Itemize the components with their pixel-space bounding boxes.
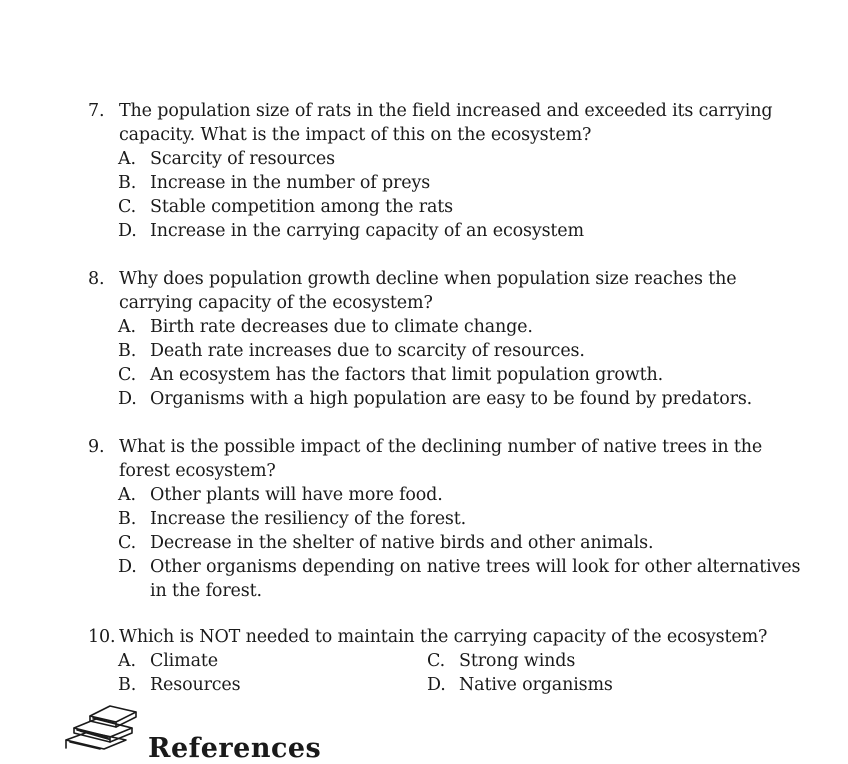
question-stem	[119, 99, 848, 147]
question-number: 7.	[88, 101, 105, 121]
options-row	[88, 673, 848, 697]
option-text: Increase in the carrying capacity of an ecosystem	[150, 221, 584, 241]
option-a[interactable]	[118, 649, 218, 673]
books-stack-icon	[60, 702, 150, 748]
option-letter: C.	[427, 651, 446, 671]
references-section	[60, 702, 360, 764]
question-9	[88, 435, 848, 603]
option-letter: A.	[118, 317, 136, 337]
option-text-continued: in the forest.	[150, 581, 262, 601]
question-stem	[119, 625, 848, 649]
option-text: Strong winds	[459, 651, 576, 671]
option-b[interactable]	[118, 339, 848, 363]
references-title: References	[148, 733, 322, 764]
option-letter: A.	[118, 149, 136, 169]
option-text: Resources	[150, 675, 241, 695]
option-text: Climate	[150, 651, 218, 671]
option-c[interactable]	[118, 363, 848, 387]
question-10	[88, 625, 848, 697]
option-d[interactable]	[427, 673, 613, 697]
question-stem-line: capacity. What is the impact of this on the ecosystem?	[119, 125, 592, 145]
option-text: Other organisms depending on native trees will look for other alternatives	[150, 557, 801, 577]
option-letter: C.	[118, 533, 137, 553]
option-letter: B.	[118, 173, 137, 193]
option-letter: D.	[118, 389, 137, 409]
question-number: 9.	[88, 437, 105, 457]
option-c[interactable]	[118, 195, 848, 219]
option-letter: C.	[118, 365, 137, 385]
question-stem-line: forest ecosystem?	[119, 461, 276, 481]
option-letter: A.	[118, 485, 136, 505]
option-b[interactable]	[118, 507, 848, 531]
question-number: 8.	[88, 269, 105, 289]
option-text: Decrease in the shelter of native birds and other animals.	[150, 533, 654, 553]
question-7	[88, 99, 848, 243]
option-text: Scarcity of resources	[150, 149, 335, 169]
option-d[interactable]	[118, 387, 848, 411]
option-text: Other plants will have more food.	[150, 485, 443, 505]
option-c[interactable]	[427, 649, 575, 673]
question-stem	[119, 267, 848, 315]
option-text: Death rate increases due to scarcity of resources.	[150, 341, 585, 361]
option-letter: A.	[118, 651, 136, 671]
option-b[interactable]	[118, 673, 240, 697]
question-stem-line: The population size of rats in the field increased and exceeded its carrying	[119, 101, 773, 121]
question-8	[88, 267, 848, 411]
option-d[interactable]	[118, 555, 848, 603]
option-b[interactable]	[118, 171, 848, 195]
option-text: Birth rate decreases due to climate change.	[150, 317, 533, 337]
option-a[interactable]	[118, 315, 848, 339]
option-a[interactable]	[118, 147, 848, 171]
question-stem-line: What is the possible impact of the declining number of native trees in the	[119, 437, 763, 457]
option-text: Increase in the number of preys	[150, 173, 431, 193]
option-c[interactable]	[118, 531, 848, 555]
option-text: Increase the resiliency of the forest.	[150, 509, 467, 529]
question-stem-line: carrying capacity of the ecosystem?	[119, 293, 433, 313]
option-letter: B.	[118, 509, 137, 529]
option-letter: C.	[118, 197, 137, 217]
option-letter: D.	[118, 557, 137, 577]
option-letter: D.	[118, 221, 137, 241]
option-letter: B.	[118, 675, 137, 695]
option-letter: D.	[427, 675, 446, 695]
question-stem	[119, 435, 848, 483]
question-stem-line: Which is NOT needed to maintain the carrying capacity of the ecosystem?	[119, 627, 768, 647]
option-d[interactable]	[118, 219, 848, 243]
option-text: Organisms with a high population are easy to be found by predators.	[150, 389, 753, 409]
option-letter: B.	[118, 341, 137, 361]
options-row	[88, 649, 848, 673]
option-text: An ecosystem has the factors that limit population growth.	[150, 365, 664, 385]
option-text: Stable competition among the rats	[150, 197, 453, 217]
question-number: 10.	[88, 627, 116, 647]
question-stem-line: Why does population growth decline when population size reaches the	[119, 269, 737, 289]
option-a[interactable]	[118, 483, 848, 507]
option-text: Native organisms	[459, 675, 613, 695]
